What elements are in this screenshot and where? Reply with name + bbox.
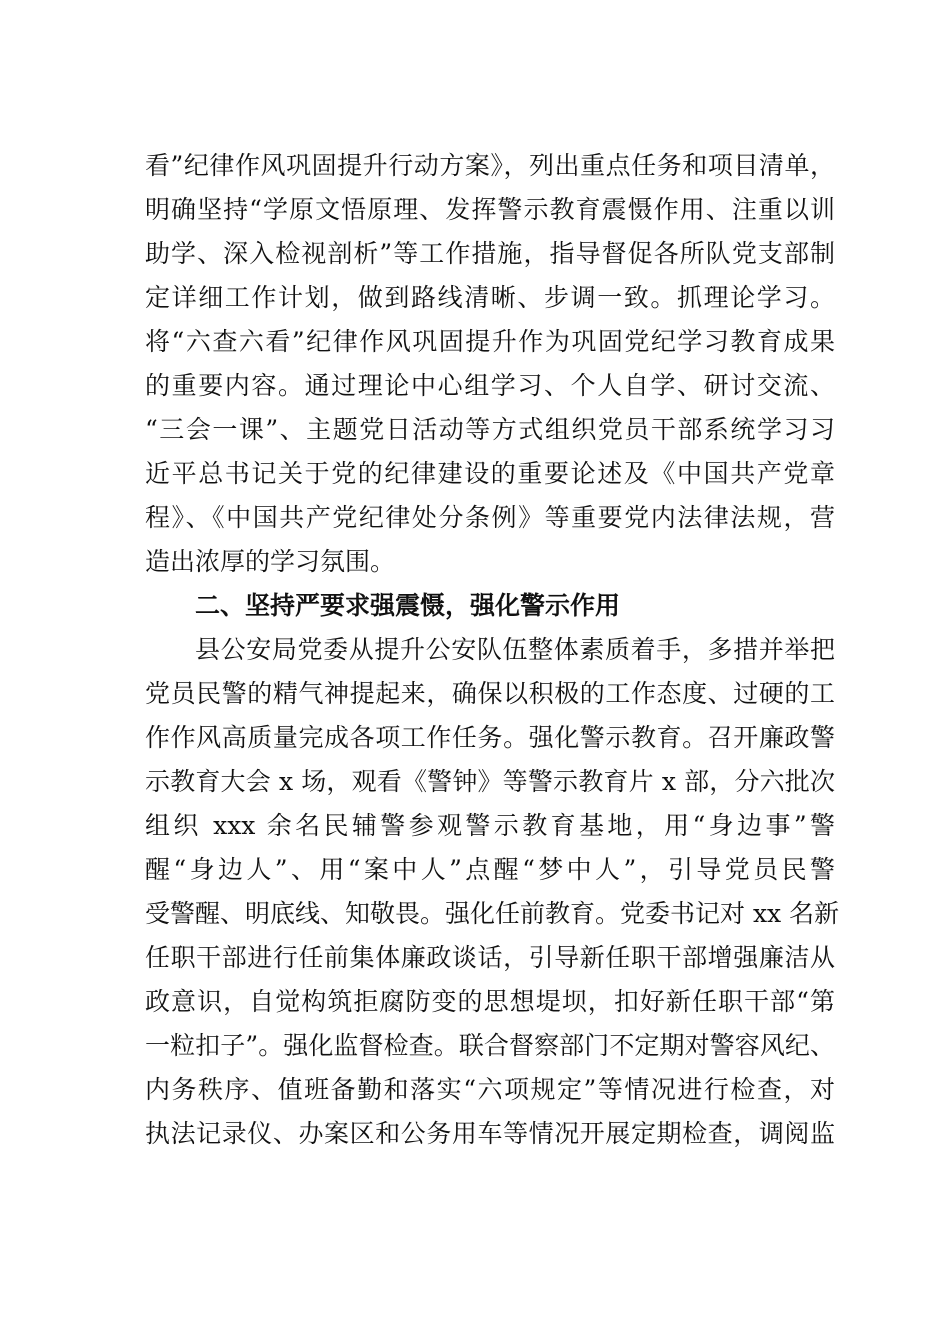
text-line: 助学、深入检视剖析”等工作措施，指导督促各所队党支部制 (145, 239, 835, 268)
text-line: 将“六查六看”纪律作风巩固提升作为巩固党纪学习教育成果 (145, 327, 835, 356)
text-line: “三会一课”、主题党日活动等方式组织党员干部系统学习习 (145, 415, 835, 444)
text-line: 党员民警的精气神提起来，确保以积极的工作态度、过硬的工 (145, 679, 835, 708)
text-line: 政意识，自觉构筑拒腐防变的思想堤坝，扣好新任职干部“第 (145, 987, 835, 1016)
paragraph-1 (145, 144, 835, 584)
text-line: 明确坚持“学原文悟原理、发挥警示教育震慑作用、注重以训 (145, 195, 835, 224)
text-line: 执法记录仪、办案区和公务用车等情况开展定期检查，调阅监 (145, 1119, 835, 1148)
text-line: 任职干部进行任前集体廉政谈话，引导新任职干部增强廉洁从 (145, 943, 835, 972)
text-line: 作作风高质量完成各项工作任务。强化警示教育。召开廉政警 (145, 723, 835, 752)
text-line: 组织 xxx 余名民辅警参观警示教育基地，用“身边事”警 (145, 811, 835, 840)
text-line: 醒“身边人”、用“案中人”点醒“梦中人”，引导党员民警 (145, 855, 835, 884)
text-line: 近平总书记关于党的纪律建设的重要论述及《中国共产党章 (145, 459, 835, 488)
document-body (145, 144, 840, 1156)
text-line: 内务秩序、值班备勤和落实“六项规定”等情况进行检查，对 (145, 1075, 835, 1104)
text-line: 造出浓厚的学习氛围。 (145, 547, 396, 576)
text-line: 看”纪律作风巩固提升行动方案》，列出重点任务和项目清单， (145, 151, 835, 180)
text-line: 的重要内容。通过理论中心组学习、个人自学、研讨交流、 (145, 371, 835, 400)
paragraph-2 (145, 628, 840, 1156)
text-line: 受警醒、明底线、知敬畏。强化任前教育。党委书记对 xx 名新 (145, 899, 840, 928)
text-line: 定详细工作计划，做到路线清晰、步调一致。抓理论学习。 (145, 283, 835, 312)
text-line: 示教育大会 x 场，观看《警钟》等警示教育片 x 部，分六批次 (145, 767, 835, 796)
section-heading: 二、坚持严要求强震慑，强化警示作用 (195, 591, 621, 620)
text-line: 一粒扣子”。强化监督检查。联合督察部门不定期对警容风纪、 (145, 1031, 835, 1060)
text-line: 县公安局党委从提升公安队伍整体素质着手，多措并举把 (195, 635, 835, 664)
text-line: 程》、《中国共产党纪律处分条例》等重要党内法律法规，营 (145, 503, 835, 532)
